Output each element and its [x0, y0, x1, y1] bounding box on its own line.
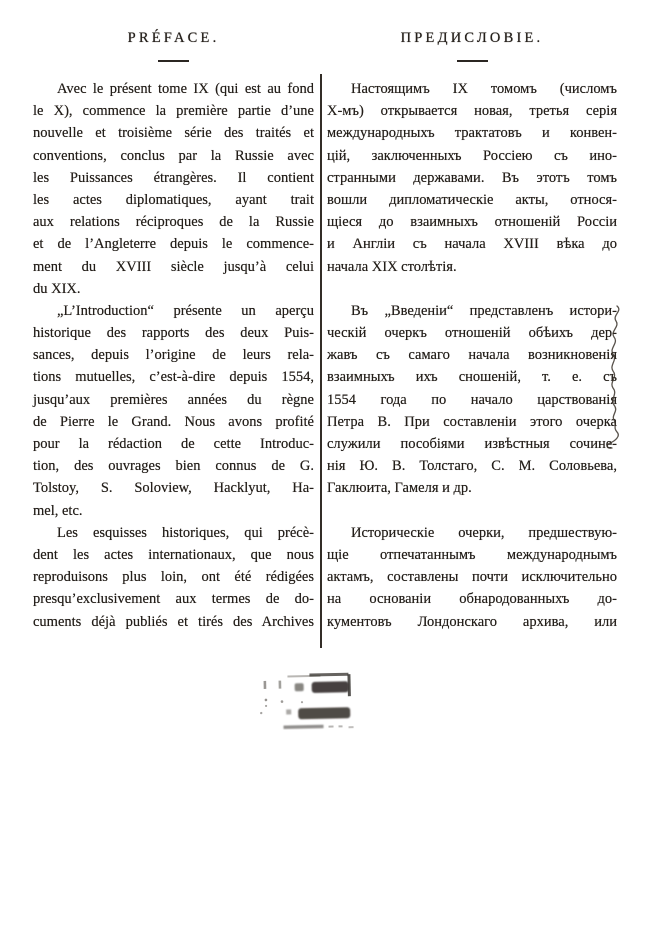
text-line: начала XIX столѣтія.: [327, 258, 457, 275]
text-line: dent les actes internationaux, que nous: [33, 546, 314, 563]
column-body-french: [33, 78, 314, 633]
text-line: le X), commence la première partie d’une: [33, 103, 314, 120]
text-line: „L’Introduction“ présente un aperçu: [57, 302, 314, 319]
text-line: conventions, conclus par la Russie avec: [33, 147, 314, 164]
title-rule: [158, 60, 189, 62]
paragraph: [327, 78, 617, 278]
text-line: Les esquisses historiques, qui précè-: [57, 524, 314, 541]
text-line: взаимныхъ ихъ сношеній, т. е. съ: [327, 369, 617, 386]
page-title-french: PRÉFACE.: [127, 30, 220, 46]
text-line: historique des rapports des deux Puis-: [33, 325, 314, 342]
text-line: Гаклюита, Гамеля и др.: [327, 480, 472, 497]
text-line: mel, etc.: [33, 502, 83, 519]
text-line: Tolstoy, S. Soloview, Hacklyut, Ha-: [33, 480, 314, 497]
text-line: pour la rédaction de cette Introduc-: [33, 436, 314, 452]
stamp-artifact: [257, 669, 364, 735]
text-line: les actes diplomatiques, ayant trait: [33, 191, 314, 208]
text-line: ческій очеркъ отношеній обѣихъ дер-: [327, 325, 617, 342]
text-line: jusqu’aux premières années du règne: [33, 391, 314, 408]
text-line: du XIX.: [33, 280, 81, 297]
page-title-russian: ПРЕДИСЛОВІЕ.: [400, 30, 544, 46]
text-line: Avec le présent tome IX (qui est au fond: [57, 81, 314, 97]
text-line: Х-мъ) открывается новая, третья серія: [327, 103, 617, 120]
text-line: Настоящимъ IX томомъ (числомъ: [351, 81, 617, 97]
text-line: Петра В. При составленіи этого очерка: [327, 413, 617, 430]
text-line: щіе отпечатаннымъ международнымъ: [327, 546, 617, 563]
text-line: tion, des ouvrages bien connus de G.: [33, 458, 314, 475]
paragraph: [327, 522, 617, 633]
text-line: de Pierre le Grand. Nous avons profité: [33, 413, 314, 430]
paragraph: [33, 78, 314, 300]
text-line: странными державами. Въ этотъ томъ: [327, 169, 617, 186]
title-rule: [457, 60, 488, 62]
text-line: les Puissances étrangères. Il contient: [33, 169, 314, 186]
text-line: жавъ съ самаго начала возникновенія: [327, 347, 617, 364]
text-line: служили пособіями извѣстныя сочине-: [327, 436, 617, 452]
text-line: на основаніи обнародованныхъ до-: [327, 591, 617, 608]
text-line: нія Ю. В. Толстаго, С. М. Соловьева,: [327, 458, 617, 475]
column-divider-rule: [320, 74, 322, 648]
text-line: кументовъ Лондонскаго архива, или: [327, 613, 617, 630]
text-line: цій, заключенныхъ Россіею съ ино-: [327, 147, 617, 164]
text-line: ment du XVIII siècle jusqu’à celui: [33, 258, 314, 275]
text-line: nouvelle et troisième série des traités et: [33, 125, 314, 142]
text-line: cuments déjà publiés et tirés des Archives: [33, 613, 314, 630]
text-line: международныхъ трактатовъ и конвен-: [327, 125, 617, 142]
text-line: Въ „Введеніи“ представленъ истори-: [351, 302, 617, 319]
text-line: 1554 года по начало царствованія: [327, 391, 617, 408]
column-body-russian: [327, 78, 617, 633]
text-line: щіеся до взаимныхъ отношеній Россіи: [327, 214, 617, 231]
text-line: et de l’Angleterre depuis le commence-: [33, 236, 314, 253]
text-line: presqu’exclusivement aux termes de do-: [33, 591, 314, 608]
column-russian: [327, 30, 617, 633]
text-line: sances, depuis l’origine de leurs rela-: [33, 347, 314, 364]
column-french: [33, 30, 314, 633]
text-line: вошли дипломатическіе акты, относя-: [327, 191, 617, 208]
text-line: reproduisons plus loin, ont été rédigées: [33, 569, 314, 586]
text-line: Историческіе очерки, предшествую-: [351, 524, 617, 541]
text-line: aux relations réciproques de la Russie: [33, 214, 314, 231]
paragraph: [327, 300, 617, 500]
text-line: и Англіи съ начала XVIII вѣка до: [327, 236, 617, 253]
paragraph: [33, 522, 314, 633]
paragraph: [33, 300, 314, 522]
text-line: tions mutuelles, c’est-à-dire depuis 1554,: [33, 369, 314, 386]
text-line: актамъ, составлены почти исключительно: [327, 569, 617, 586]
